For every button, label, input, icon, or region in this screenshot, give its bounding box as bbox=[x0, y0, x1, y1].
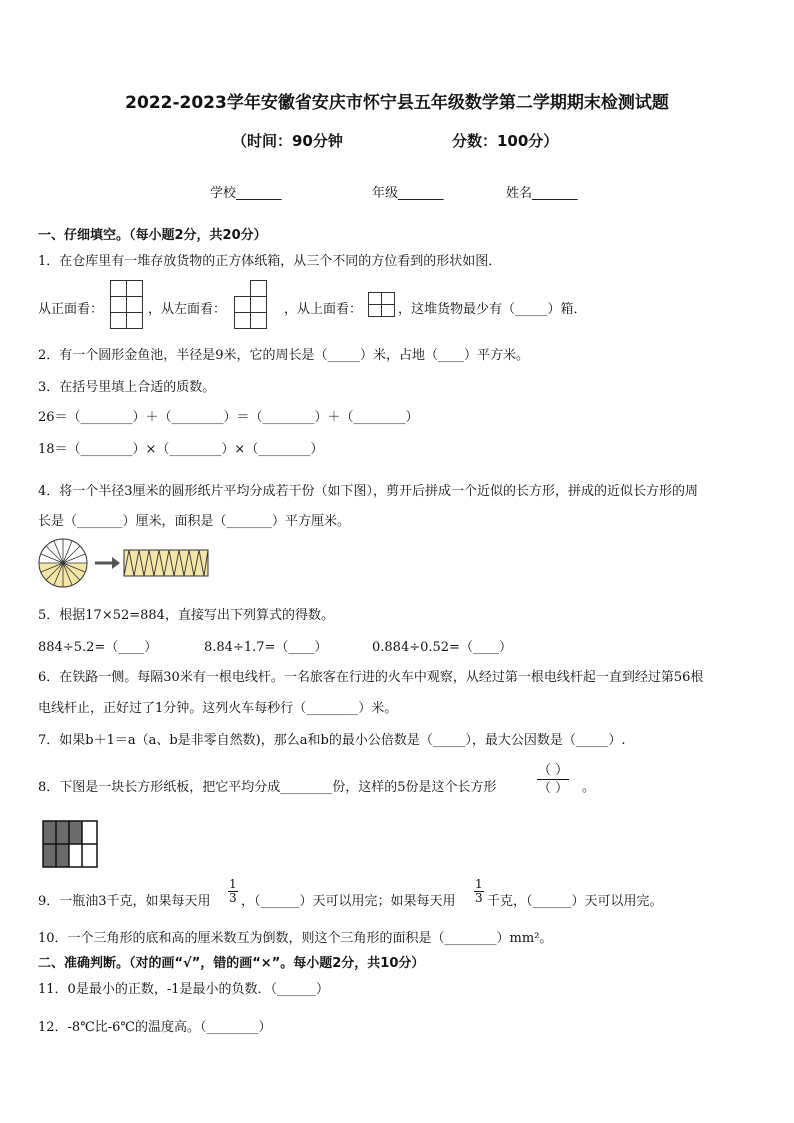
front-view-figure bbox=[110, 280, 146, 330]
question-5a: 884÷5.2=（____） bbox=[38, 640, 158, 655]
question-2: 2．有一个圆形金鱼池，半径是9米，它的周长是（_____）米，占地（____）平方米。 bbox=[38, 348, 530, 363]
question-6-line2: 电线杆止，正好过了1分钟。这列火车每秒行（________）米。 bbox=[38, 701, 398, 716]
question-7: 7．如果b＋1＝a（a、b是非零自然数)，那么a和b的最小公倍数是（_____），最大公因数是（_____）. bbox=[38, 733, 626, 748]
question-12: 12．-8℃比-6℃的温度高。（________） bbox=[38, 1020, 272, 1035]
page-title: 2022-2023学年安徽省安庆市怀宁县五年级数学第二学期期末检测试题 bbox=[125, 93, 669, 113]
q8-fraction: $\frac{( )}{( )}$ bbox=[538, 763, 569, 796]
question-1: 1．在仓库里有一堆存放货物的正方体纸箱，从三个不同的方位看到的形状如图． bbox=[38, 254, 502, 269]
question-3a: 26＝（________）＋（________）＝（________）＋（________） bbox=[38, 410, 419, 425]
top-view-figure bbox=[368, 292, 398, 318]
name-field[interactable]: 姓名_______ bbox=[506, 186, 578, 201]
q9-fraction-2: $\frac{1}{3}$ bbox=[475, 877, 483, 905]
circle-to-rectangle-figure bbox=[38, 538, 218, 588]
question-10: 10．一个三角形的底和高的厘米数互为倒数，则这个三角形的面积是（________）mm²。 bbox=[38, 931, 553, 946]
question-3: 3．在括号里填上合适的质数。 bbox=[38, 380, 216, 395]
time-label: （时间：90分钟 bbox=[232, 132, 343, 150]
arrow-icon bbox=[95, 557, 120, 569]
grade-field[interactable]: 年级_______ bbox=[372, 186, 444, 201]
q1-end: ，这堆货物最少有（_____）箱． bbox=[398, 302, 587, 317]
school-field[interactable]: 学校_______ bbox=[210, 186, 282, 201]
q1-front-label: 从正面看： bbox=[38, 302, 104, 317]
question-9-part1: 9．一瓶油3千克，如果每天用 bbox=[38, 894, 211, 909]
score-label: 分数：100分） bbox=[452, 132, 559, 150]
question-5b: 8.84÷1.7=（____） bbox=[204, 640, 328, 655]
section-1-heading: 一、仔细填空。（每小题2分，共20分） bbox=[38, 228, 267, 243]
question-6-line1: 6．在铁路一侧。每隔30米有一根电线杆。一名旅客在行进的火车中观察，从经过第一根电线杆起一直到经过第56根 bbox=[38, 670, 704, 685]
q1-left-label: ，从左面看： bbox=[148, 302, 227, 317]
question-5c: 0.884÷0.52=（____） bbox=[372, 640, 512, 655]
q9-fraction-1: $\frac{1}{3}$ bbox=[229, 877, 237, 905]
question-11: 11．0是最小的正数，-1是最小的负数．（______） bbox=[38, 982, 329, 997]
question-8: 8．下图是一块长方形纸板，把它平均分成________份，这样的5份是这个长方形 bbox=[38, 780, 497, 795]
left-view-figure bbox=[234, 280, 270, 330]
q8-end: 。 bbox=[582, 780, 596, 795]
section-2-heading: 二、准确判断。（对的画“√”，错的画“×”。每小题2分，共10分） bbox=[38, 956, 425, 971]
question-5: 5．根据17×52=884，直接写出下列算式的得数。 bbox=[38, 608, 334, 623]
rectangle-cardboard-figure bbox=[42, 820, 100, 870]
question-3b: 18＝（________）×（________）×（________） bbox=[38, 442, 324, 457]
question-9-part3: 千克，（______）天可以用完。 bbox=[487, 894, 663, 909]
question-4-line1: 4．将一个半径3厘米的圆形纸片平均分成若干份（如下图），剪开后拼成一个近似的长方形，拼成的近似长方形的周 bbox=[38, 484, 699, 499]
question-4-line2: 长是（_______）厘米，面积是（_______）平方厘米。 bbox=[38, 514, 351, 529]
question-9-part2: ，（______）天可以用完；如果每天用 bbox=[241, 894, 456, 909]
q1-top-label: ，从上面看： bbox=[284, 302, 363, 317]
